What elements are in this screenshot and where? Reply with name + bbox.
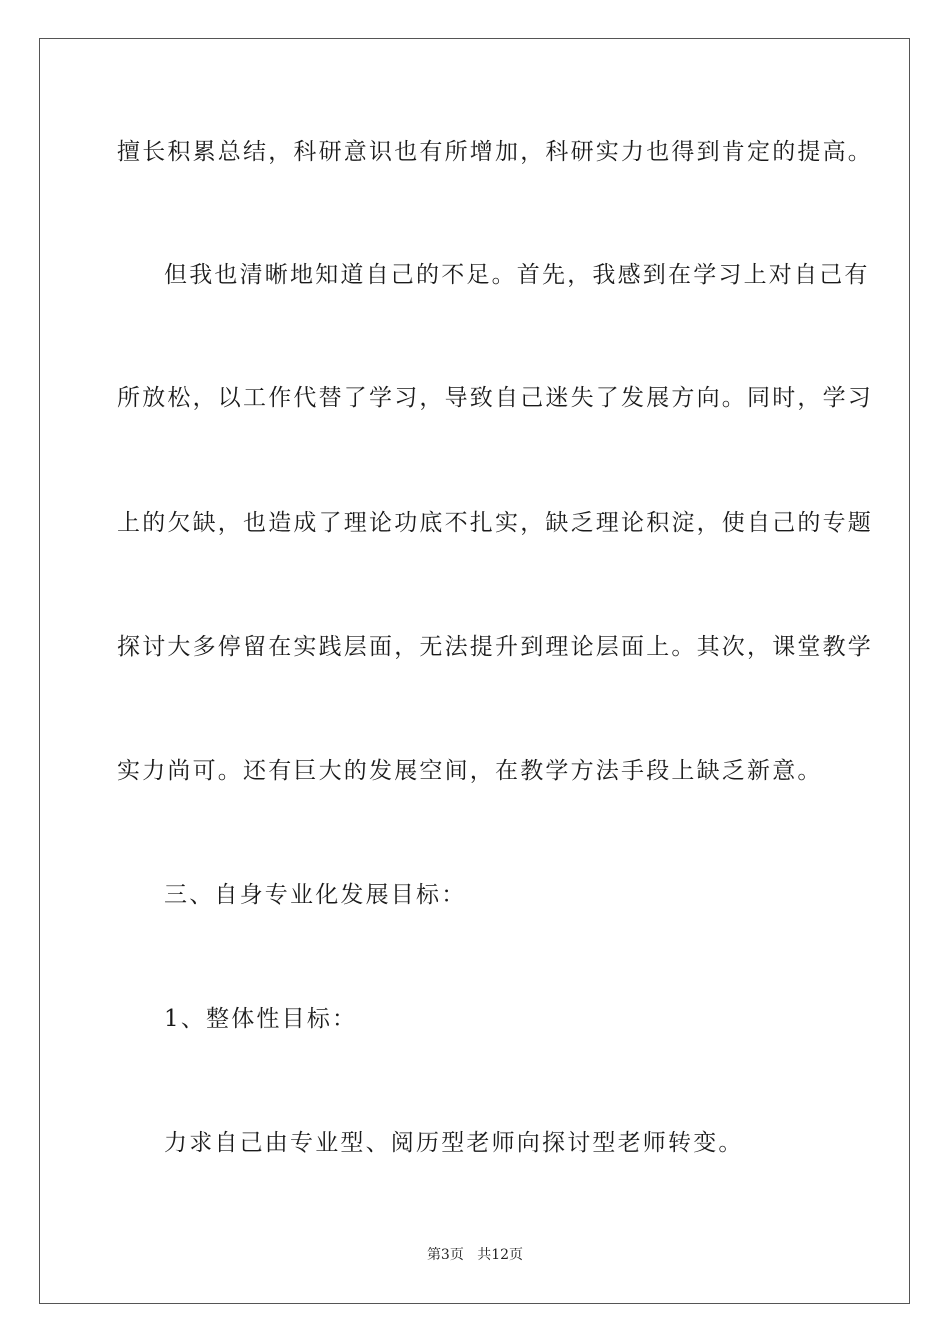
paragraph-line: 所放松，以工作代替了学习，导致自己迷失了发展方向。同时，学习 [117, 385, 873, 411]
paragraph-line: 上的欠缺，也造成了理论功底不扎实，缺乏理论积淀，使自己的专题 [117, 510, 873, 536]
section-heading: 三、自身专业化发展目标： [164, 882, 467, 908]
paragraph-line: 探讨大多停留在实践层面，无法提升到理论层面上。其次，课堂教学 [117, 634, 873, 660]
paragraph-line: 实力尚可。还有巨大的发展空间，在教学方法手段上缺乏新意。 [117, 758, 823, 784]
page-number: 第3页 [426, 1247, 464, 1263]
paragraph-line: 但我也清晰地知道自己的不足。首先，我感到在学习上对自己有 [164, 262, 870, 288]
page-total: 共12页 [477, 1247, 524, 1263]
paragraph-line: 擅长积累总结，科研意识也有所增加，科研实力也得到肯定的提高。 [117, 139, 873, 165]
paragraph-line: 力求自己由专业型、阅历型老师向探讨型老师转变。 [164, 1130, 744, 1156]
page-footer [0, 1246, 950, 1264]
subsection-heading: 1、整体性目标： [164, 1006, 358, 1032]
page-frame [39, 38, 910, 1304]
